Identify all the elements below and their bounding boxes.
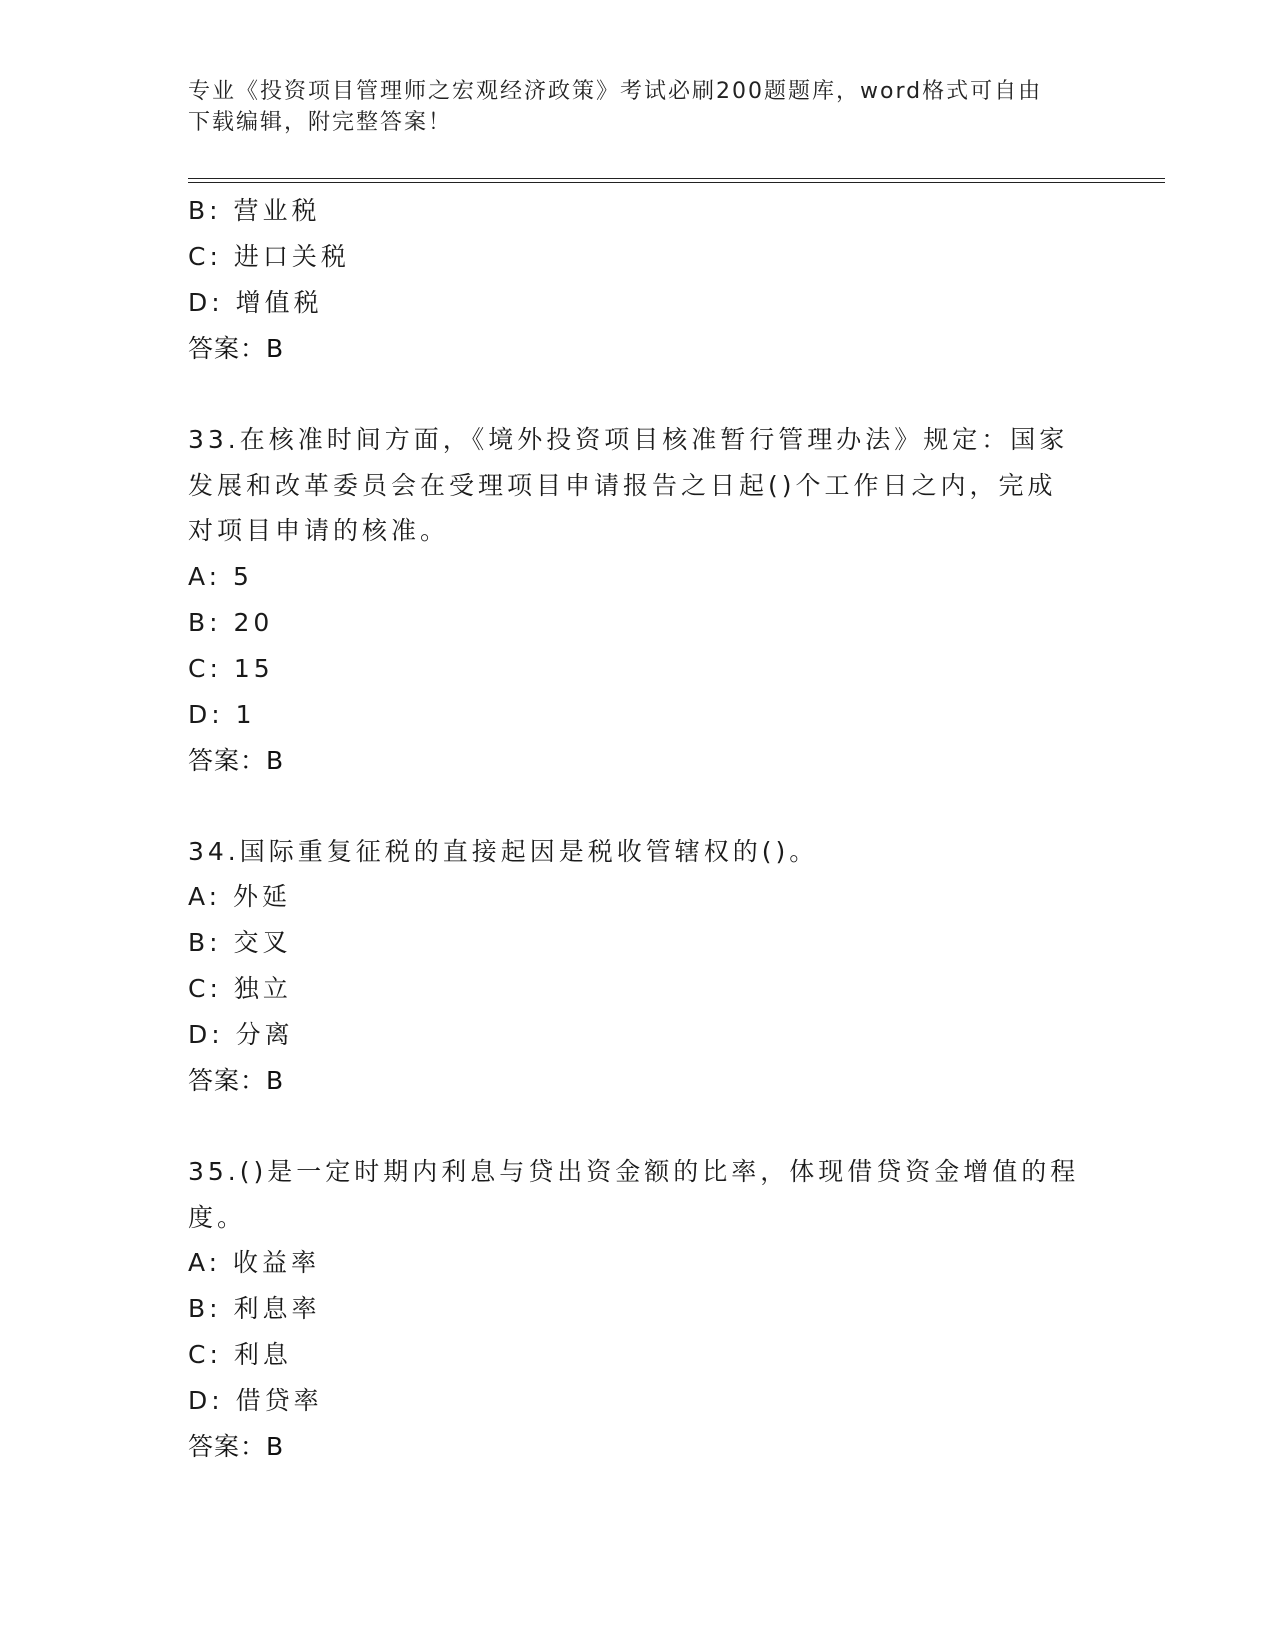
document-header (188, 76, 1088, 138)
option-b: B: 交叉 (188, 928, 292, 957)
option-a: A: 外延 (188, 882, 292, 911)
question-34 (188, 829, 1088, 1105)
answer: 答案：B (188, 745, 285, 775)
option-c: C: 独立 (188, 974, 292, 1003)
header-line-2: 下载编辑，附完整答案！ (188, 110, 453, 135)
answer: 答案：B (188, 334, 285, 363)
question-stem: 33.在核准时间方面，《境外投资项目核准暂行管理办法》规定：国家 (188, 425, 1069, 454)
option-b: B: 营业税 (188, 196, 321, 225)
question-32 (188, 188, 1088, 372)
answer: 答案：B (188, 1432, 285, 1461)
option-c: C: 进口关税 (188, 242, 350, 271)
option-c: C: 15 (188, 653, 274, 683)
question-stem: 发展和改革委员会在受理项目申请报告之日起()个工作日之内，完成 (188, 470, 1057, 500)
option-c: C: 利息 (188, 1340, 292, 1369)
header-line-1: 专业《投资项目管理师之宏观经济政策》考试必刷200题题库，word格式可自由 (188, 79, 1043, 104)
question-stem: 34.国际重复征税的直接起因是税收管辖权的()。 (188, 836, 819, 866)
header-divider (188, 178, 1165, 183)
question-35 (188, 1149, 1088, 1470)
option-d: D: 借贷率 (188, 1386, 323, 1415)
question-stem: 35.()是一定时期内利息与贷出资金额的比率，体现借贷资金增值的程 (188, 1157, 1080, 1186)
question-stem: 度。 (188, 1202, 247, 1232)
option-a: A: 5 (188, 561, 253, 591)
option-d: D: 1 (188, 699, 256, 729)
option-a: A: 收益率 (188, 1248, 321, 1277)
answer: 答案：B (188, 1066, 285, 1095)
option-b: B: 利息率 (188, 1294, 321, 1323)
document-body (188, 188, 1088, 1470)
option-d: D: 增值税 (188, 288, 323, 317)
option-b: B: 20 (188, 607, 274, 637)
option-d: D: 分离 (188, 1020, 294, 1049)
question-stem: 对项目申请的核准。 (188, 516, 450, 545)
question-33 (188, 417, 1088, 784)
